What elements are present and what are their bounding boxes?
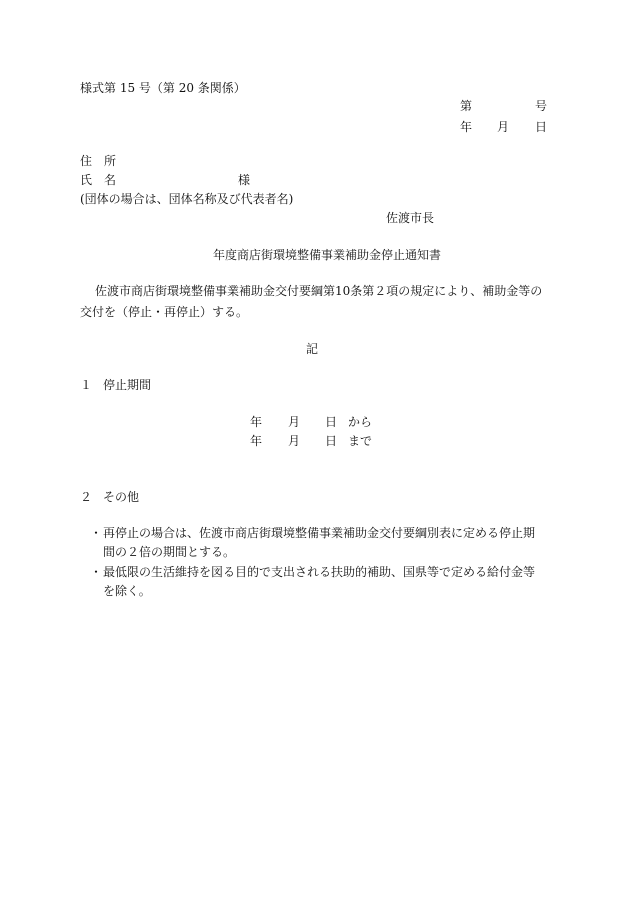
period-from-month: 月 xyxy=(288,415,301,429)
bullet-1-line-2: 間の２倍の期間とする。 xyxy=(103,545,236,559)
honorific-sama: 様 xyxy=(238,173,251,187)
bullet-2-line-2: を除く。 xyxy=(103,584,151,598)
period-from-year: 年 xyxy=(250,415,263,429)
address-label: 住 所 xyxy=(80,154,117,168)
ki-heading: 記 xyxy=(306,342,319,356)
section-1-number: １ xyxy=(80,378,93,392)
section-2-heading: その他 xyxy=(103,490,140,504)
group-note: (団体の場合は、団体名称及び代表者名) xyxy=(80,192,294,206)
period-to-month: 月 xyxy=(288,434,301,448)
date-month-label: 月 xyxy=(497,120,510,134)
bullet-1-mark: ・ xyxy=(90,526,103,540)
date-year-label: 年 xyxy=(460,120,473,134)
period-to-day: 日 xyxy=(325,434,338,448)
issuer-name: 佐渡市長 xyxy=(386,211,435,225)
bullet-2-mark: ・ xyxy=(90,565,103,579)
date-day-label: 日 xyxy=(535,120,548,134)
name-label: 氏 名 xyxy=(80,173,117,187)
period-to-suffix: まで xyxy=(348,434,373,448)
period-to-year: 年 xyxy=(250,434,263,448)
period-from-day: 日 xyxy=(325,415,338,429)
section-1-heading: 停止期間 xyxy=(103,378,152,392)
doc-number-prefix: 第 xyxy=(460,99,473,113)
bullet-1-line-1: 再停止の場合は、佐渡市商店街環境整備事業補助金交付要綱別表に定める停止期 xyxy=(103,526,536,540)
body-paragraph-line-1: 佐渡市商店街環境整備事業補助金交付要綱第10条第２項の規定により、補助金等の xyxy=(95,284,543,298)
form-number-label: 様式第 15 号（第 20 条関係） xyxy=(80,81,246,95)
bullet-2-line-1: 最低限の生活維持を図る目的で支出される扶助的補助、国県等で定める給付金等 xyxy=(103,565,536,579)
section-2-number: ２ xyxy=(80,490,93,504)
body-paragraph-line-2: 交付を（停止・再停止）する。 xyxy=(80,305,249,319)
period-from-suffix: から xyxy=(348,415,373,429)
doc-number-suffix: 号 xyxy=(535,99,548,113)
document-title: 年度商店街環境整備事業補助金停止通知書 xyxy=(213,248,442,262)
